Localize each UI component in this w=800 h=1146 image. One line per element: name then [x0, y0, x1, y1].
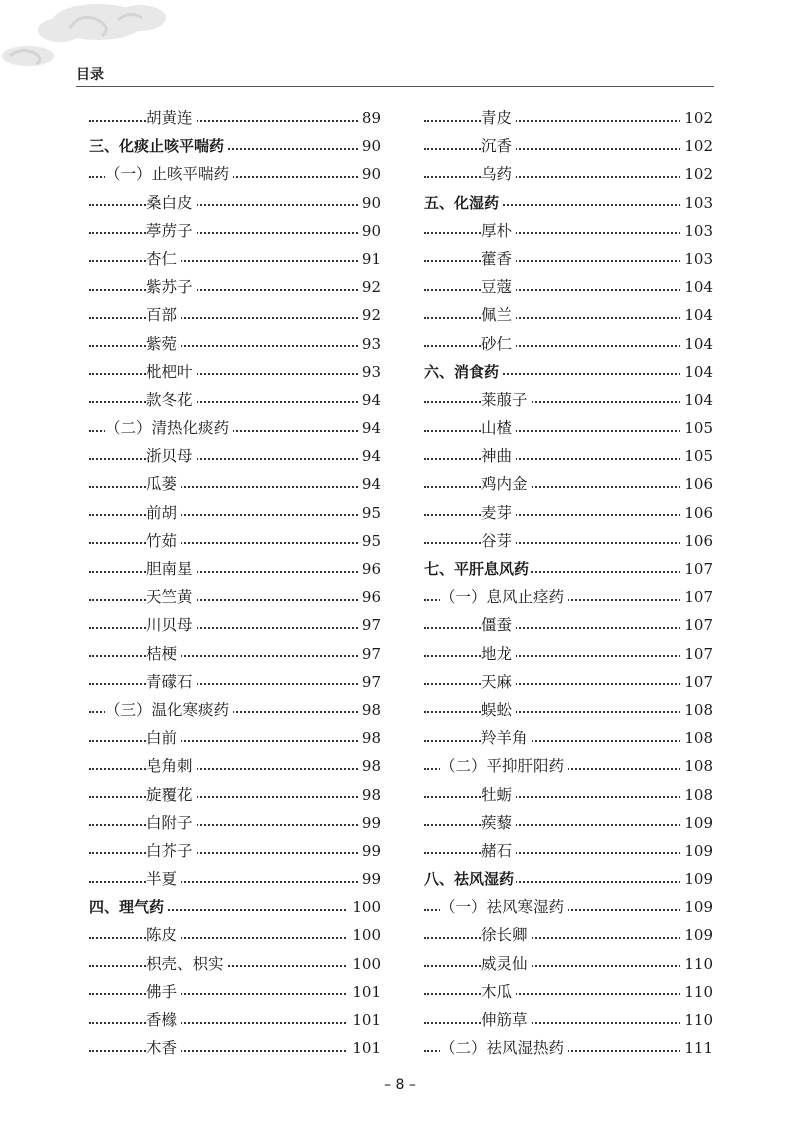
toc-entry-label: 厚朴 — [481, 217, 516, 245]
toc-entry-page: 100 — [348, 893, 381, 921]
dot-leader — [424, 386, 713, 414]
dot-leader — [89, 470, 381, 498]
dot-leader — [89, 189, 381, 217]
toc-entry-label: 白附子 — [146, 809, 197, 837]
toc-entry-label: 紫苏子 — [146, 273, 197, 301]
toc-right-column — [424, 104, 713, 1062]
dot-leader — [89, 640, 381, 668]
header-rule — [76, 86, 714, 87]
toc-entry-page: 109 — [680, 865, 713, 893]
toc-entry[interactable] — [424, 1006, 713, 1034]
toc-entry-label: 青皮 — [481, 104, 516, 132]
toc-entry-label: （二）祛风湿热药 — [440, 1034, 568, 1062]
toc-entry[interactable] — [424, 696, 713, 724]
toc-entry-page: 101 — [348, 1006, 381, 1034]
dot-leader — [89, 442, 381, 470]
toc-entry-label: 五、化湿药 — [424, 189, 501, 217]
dot-leader — [424, 414, 713, 442]
toc-subsection-entry[interactable] — [89, 696, 381, 724]
toc-entry-page: 92 — [358, 301, 381, 329]
dot-leader — [89, 358, 381, 386]
toc-entry-label: 莱菔子 — [481, 386, 532, 414]
toc-entry-label: 砂仁 — [481, 330, 516, 358]
dot-leader — [89, 978, 381, 1006]
toc-entry-label: 牡蛎 — [481, 781, 516, 809]
toc-entry-page: 95 — [358, 499, 381, 527]
toc-entry-page: 95 — [358, 527, 381, 555]
dot-leader — [89, 499, 381, 527]
toc-entry[interactable] — [424, 330, 713, 358]
toc-entry[interactable] — [89, 1006, 381, 1034]
toc-entry-label: 枳壳、枳实 — [146, 950, 228, 978]
toc-entry-label: 佛手 — [146, 978, 181, 1006]
toc-entry-label: 伸筋草 — [481, 1006, 532, 1034]
toc-section-entry[interactable] — [89, 132, 381, 160]
toc-entry-label: 香橼 — [146, 1006, 181, 1034]
toc-entry[interactable] — [89, 668, 381, 696]
toc-entry-label: 藿香 — [481, 245, 516, 273]
dot-leader — [424, 273, 713, 301]
toc-entry-page: 108 — [680, 696, 713, 724]
page-header-title: 目录 — [76, 67, 104, 83]
dot-leader — [89, 611, 381, 639]
toc-entry[interactable] — [89, 640, 381, 668]
toc-entry-label: （一）祛风寒湿药 — [440, 893, 568, 921]
dot-leader — [89, 921, 381, 949]
toc-entry-page: 109 — [680, 921, 713, 949]
dot-leader — [424, 950, 713, 978]
toc-entry[interactable] — [89, 837, 381, 865]
dot-leader — [424, 160, 713, 188]
toc-entry-label: 木香 — [146, 1034, 181, 1062]
toc-entry-page: 109 — [680, 893, 713, 921]
toc-entry[interactable] — [424, 781, 713, 809]
toc-entry[interactable] — [89, 1034, 381, 1062]
dot-leader — [424, 245, 713, 273]
toc-entry-label: 麦芽 — [481, 499, 516, 527]
dot-leader — [89, 527, 381, 555]
toc-entry-page: 102 — [680, 132, 713, 160]
dot-leader — [424, 527, 713, 555]
toc-entry-label: 八、祛风湿药 — [424, 865, 516, 893]
toc-entry-page: 97 — [358, 668, 381, 696]
dot-leader — [424, 330, 713, 358]
toc-entry[interactable] — [89, 921, 381, 949]
dot-leader — [424, 781, 713, 809]
toc-entry-label: 陈皮 — [146, 921, 181, 949]
dot-leader — [89, 865, 381, 893]
toc-entry-label: 半夏 — [146, 865, 181, 893]
toc-entry-page: 101 — [348, 978, 381, 1006]
toc-entry-label: 百部 — [146, 301, 181, 329]
dot-leader — [89, 781, 381, 809]
dot-leader — [89, 273, 381, 301]
toc-entry[interactable] — [424, 978, 713, 1006]
toc-subsection-entry[interactable] — [424, 1034, 713, 1062]
toc-section-entry[interactable] — [424, 358, 713, 386]
toc-entry-page: 89 — [358, 104, 381, 132]
dot-leader — [89, 724, 381, 752]
toc-entry-page: 102 — [680, 104, 713, 132]
toc-entry-page: 92 — [358, 273, 381, 301]
toc-entry[interactable] — [89, 809, 381, 837]
toc-entry-label: 浙贝母 — [146, 442, 197, 470]
toc-entry-label: 枇杷叶 — [146, 358, 197, 386]
toc-entry-label: （一）息风止痉药 — [440, 583, 568, 611]
toc-entry[interactable] — [89, 781, 381, 809]
toc-entry[interactable] — [424, 132, 713, 160]
dot-leader — [89, 809, 381, 837]
toc-entry[interactable] — [424, 809, 713, 837]
dot-leader — [424, 499, 713, 527]
toc-entry-label: 鸡内金 — [481, 470, 532, 498]
toc-entry-page: 93 — [358, 358, 381, 386]
toc-entry[interactable] — [89, 583, 381, 611]
toc-entry-label: 佩兰 — [481, 301, 516, 329]
toc-entry[interactable] — [89, 499, 381, 527]
dot-leader — [424, 978, 713, 1006]
toc-entry-label: 沉香 — [481, 132, 516, 160]
toc-entry-page: 107 — [680, 583, 713, 611]
toc-entry-label: 神曲 — [481, 442, 516, 470]
dot-leader — [89, 1006, 381, 1034]
dot-leader — [89, 837, 381, 865]
toc-entry[interactable] — [89, 217, 381, 245]
toc-entry[interactable] — [424, 527, 713, 555]
toc-entry-page: 90 — [358, 189, 381, 217]
dot-leader — [424, 668, 713, 696]
toc-entry-page: 98 — [358, 781, 381, 809]
toc-entry-page: 104 — [680, 358, 713, 386]
toc-section-entry[interactable] — [424, 865, 713, 893]
toc-entry-page: 107 — [680, 555, 713, 583]
dot-leader — [89, 301, 381, 329]
toc-entry[interactable] — [89, 611, 381, 639]
toc-entry-page: 94 — [358, 442, 381, 470]
dot-leader — [89, 950, 381, 978]
toc-entry[interactable] — [424, 668, 713, 696]
toc-entry-label: 乌药 — [481, 160, 516, 188]
toc-entry-label: （三）温化寒痰药 — [105, 696, 233, 724]
dot-leader — [424, 696, 713, 724]
toc-entry[interactable] — [424, 950, 713, 978]
toc-entry-label: 川贝母 — [146, 611, 197, 639]
toc-subsection-entry[interactable] — [424, 893, 713, 921]
toc-entry[interactable] — [424, 301, 713, 329]
toc-entry-page: 107 — [680, 668, 713, 696]
toc-entry[interactable] — [89, 104, 381, 132]
toc-entry-label: 徐长卿 — [481, 921, 532, 949]
toc-entry-label: 白前 — [146, 724, 181, 752]
toc-entry-page: 110 — [680, 978, 713, 1006]
toc-entry-label: 青礞石 — [146, 668, 197, 696]
toc-entry-label: （一）止咳平喘药 — [105, 160, 233, 188]
toc-entry-label: 胡黄连 — [146, 104, 197, 132]
toc-entry-label: 桔梗 — [146, 640, 181, 668]
dot-leader — [424, 640, 713, 668]
toc-entry-label: 天麻 — [481, 668, 516, 696]
toc-entry[interactable] — [89, 470, 381, 498]
dot-leader — [89, 555, 381, 583]
toc-entry[interactable] — [424, 245, 713, 273]
dot-leader — [424, 724, 713, 752]
dot-leader — [424, 837, 713, 865]
toc-entry-page: 102 — [680, 160, 713, 188]
toc-entry[interactable] — [89, 245, 381, 273]
toc-entry[interactable] — [89, 301, 381, 329]
toc-entry-page: 110 — [680, 950, 713, 978]
toc-subsection-entry[interactable] — [424, 752, 713, 780]
toc-entry[interactable] — [89, 978, 381, 1006]
toc-entry-page: 99 — [358, 809, 381, 837]
toc-entry-page: 94 — [358, 414, 381, 442]
toc-entry-label: 七、平肝息风药 — [424, 555, 531, 583]
toc-entry-label: 六、消食药 — [424, 358, 501, 386]
toc-entry-label: 桑白皮 — [146, 189, 197, 217]
toc-entry[interactable] — [89, 358, 381, 386]
toc-entry-label: 天竺黄 — [146, 583, 197, 611]
toc-entry[interactable] — [424, 386, 713, 414]
toc-entry-page: 108 — [680, 724, 713, 752]
toc-entry-label: 三、化痰止咳平喘药 — [89, 132, 226, 160]
toc-entry-page: 90 — [358, 217, 381, 245]
toc-entry[interactable] — [89, 330, 381, 358]
toc-entry[interactable] — [89, 527, 381, 555]
toc-entry-page: 107 — [680, 640, 713, 668]
dot-leader — [424, 301, 713, 329]
toc-entry-page: 93 — [358, 330, 381, 358]
toc-entry-label: 葶苈子 — [146, 217, 197, 245]
toc-entry[interactable] — [89, 189, 381, 217]
toc-section-entry[interactable] — [89, 893, 381, 921]
toc-entry-page: 99 — [358, 865, 381, 893]
toc-entry-page: 96 — [358, 555, 381, 583]
dot-leader — [89, 217, 381, 245]
toc-entry-page: 100 — [348, 950, 381, 978]
dot-leader — [89, 1034, 381, 1062]
toc-entry[interactable] — [424, 470, 713, 498]
toc-entry[interactable] — [424, 160, 713, 188]
toc-entry-label: （二）平抑肝阳药 — [440, 752, 568, 780]
dot-leader — [89, 245, 381, 273]
toc-entry-page: 108 — [680, 781, 713, 809]
toc-entry-label: 胆南星 — [146, 555, 197, 583]
toc-entry-label: 前胡 — [146, 499, 181, 527]
dot-leader — [424, 104, 713, 132]
toc-entry-label: 豆蔻 — [481, 273, 516, 301]
toc-entry[interactable] — [424, 414, 713, 442]
page-number: – 8 – — [384, 1077, 416, 1093]
toc-entry[interactable] — [89, 752, 381, 780]
toc-entry[interactable] — [424, 640, 713, 668]
toc-entry-page: 105 — [680, 414, 713, 442]
dot-leader — [424, 442, 713, 470]
toc-entry[interactable] — [89, 950, 381, 978]
toc-entry-label: 皂角刺 — [146, 752, 197, 780]
toc-subsection-entry[interactable] — [89, 414, 381, 442]
dot-leader — [89, 668, 381, 696]
toc-entry[interactable] — [424, 217, 713, 245]
toc-entry-page: 108 — [680, 752, 713, 780]
toc-entry-page: 98 — [358, 752, 381, 780]
toc-entry-page: 100 — [348, 921, 381, 949]
toc-entry-page: 101 — [348, 1034, 381, 1062]
toc-entry-page: 106 — [680, 499, 713, 527]
toc-entry-label: 赭石 — [481, 837, 516, 865]
toc-entry[interactable] — [424, 837, 713, 865]
toc-entry-page: 90 — [358, 160, 381, 188]
toc-entry[interactable] — [89, 555, 381, 583]
toc-subsection-entry[interactable] — [89, 160, 381, 188]
toc-entry-page: 103 — [680, 217, 713, 245]
toc-section-entry[interactable] — [424, 189, 713, 217]
dot-leader — [424, 921, 713, 949]
toc-entry-label: 威灵仙 — [481, 950, 532, 978]
toc-entry[interactable] — [89, 442, 381, 470]
toc-entry-page: 104 — [680, 386, 713, 414]
toc-entry-page: 111 — [680, 1034, 713, 1062]
toc-entry-label: 白芥子 — [146, 837, 197, 865]
dot-leader — [424, 809, 713, 837]
toc-entry-page: 106 — [680, 470, 713, 498]
dot-leader — [89, 386, 381, 414]
toc-entry-label: 四、理气药 — [89, 893, 166, 921]
dot-leader — [89, 104, 381, 132]
toc-entry[interactable] — [424, 442, 713, 470]
dot-leader — [89, 330, 381, 358]
dot-leader — [424, 1006, 713, 1034]
toc-entry[interactable] — [89, 724, 381, 752]
toc-entry-page: 106 — [680, 527, 713, 555]
toc-entry-label: 杏仁 — [146, 245, 181, 273]
toc-entry-page: 94 — [358, 386, 381, 414]
toc-entry-label: 僵蚕 — [481, 611, 516, 639]
toc-entry-label: 谷芽 — [481, 527, 516, 555]
toc-entry[interactable] — [89, 273, 381, 301]
toc-entry[interactable] — [424, 273, 713, 301]
toc-entry-label: 瓜蒌 — [146, 470, 181, 498]
toc-entry-page: 107 — [680, 611, 713, 639]
toc-entry[interactable] — [424, 499, 713, 527]
toc-entry-page: 97 — [358, 640, 381, 668]
toc-entry[interactable] — [424, 104, 713, 132]
toc-entry-label: 木瓜 — [481, 978, 516, 1006]
dot-leader — [424, 611, 713, 639]
dot-leader — [424, 132, 713, 160]
toc-entry[interactable] — [89, 386, 381, 414]
toc-entry-page: 110 — [680, 1006, 713, 1034]
toc-entry[interactable] — [424, 724, 713, 752]
toc-entry-page: 105 — [680, 442, 713, 470]
toc-entry-page: 103 — [680, 189, 713, 217]
dot-leader — [424, 470, 713, 498]
toc-entry-page: 94 — [358, 470, 381, 498]
toc-entry-page: 96 — [358, 583, 381, 611]
dot-leader — [89, 752, 381, 780]
toc-entry[interactable] — [424, 611, 713, 639]
toc-entry-label: 山楂 — [481, 414, 516, 442]
toc-entry-label: 蜈蚣 — [481, 696, 516, 724]
toc-entry-label: 羚羊角 — [481, 724, 532, 752]
dot-leader — [89, 583, 381, 611]
toc-entry-page: 104 — [680, 330, 713, 358]
toc-entry-page: 103 — [680, 245, 713, 273]
toc-entry-label: 竹茹 — [146, 527, 181, 555]
toc-entry[interactable] — [424, 921, 713, 949]
toc-entry-page: 97 — [358, 611, 381, 639]
toc-section-entry[interactable] — [424, 555, 713, 583]
toc-subsection-entry[interactable] — [424, 583, 713, 611]
toc-entry-page: 90 — [358, 132, 381, 160]
toc-entry-page: 98 — [358, 696, 381, 724]
toc-entry-label: 紫菀 — [146, 330, 181, 358]
toc-entry-label: （二）清热化痰药 — [105, 414, 233, 442]
toc-entry-page: 109 — [680, 809, 713, 837]
toc-entry-page: 91 — [358, 245, 381, 273]
toc-entry-label: 蒺藜 — [481, 809, 516, 837]
toc-left-column — [89, 104, 381, 1062]
toc-entry[interactable] — [89, 865, 381, 893]
toc-entry-page: 104 — [680, 301, 713, 329]
toc-entry-page: 104 — [680, 273, 713, 301]
toc-entry-page: 109 — [680, 837, 713, 865]
toc-entry-label: 地龙 — [481, 640, 516, 668]
toc-entry-label: 旋覆花 — [146, 781, 197, 809]
toc-entry-page: 99 — [358, 837, 381, 865]
dot-leader — [424, 217, 713, 245]
toc-entry-label: 款冬花 — [146, 386, 197, 414]
toc-entry-page: 98 — [358, 724, 381, 752]
